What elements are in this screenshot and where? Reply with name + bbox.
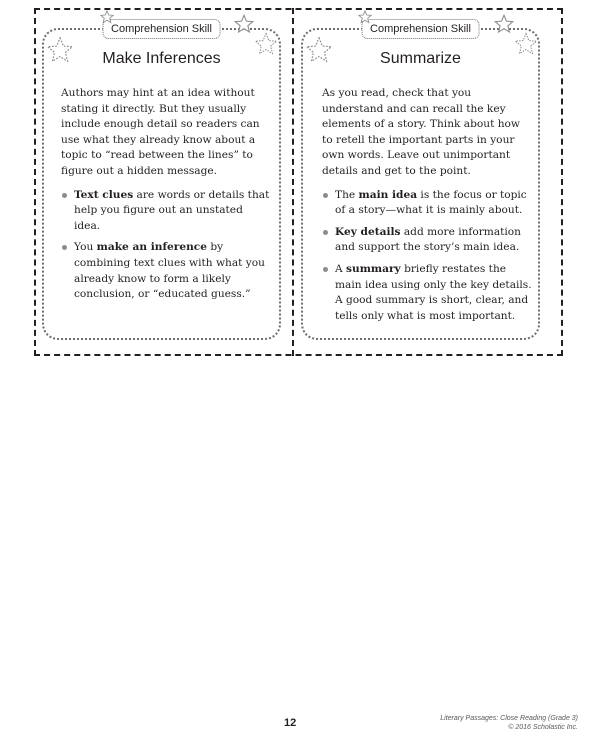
star-icon xyxy=(514,32,538,56)
bullet-item: Text clues are words or details that help you figure out an unstated idea. xyxy=(61,188,271,235)
card-body xyxy=(322,86,532,330)
star-icon xyxy=(100,10,114,24)
card-title: Make Inferences xyxy=(102,50,221,67)
book-title: Literary Passages: Close Reading (Grade 3) xyxy=(440,715,578,722)
card-intro: Authors may hint at an idea without stating it directly. But they usually include enough detail so readers can use what they already know about a topic to “read between the lines” to figure out a hidden message. xyxy=(61,87,260,177)
skill-tag: Comprehension Skill xyxy=(361,19,480,39)
bullet-item: You make an inference by combining text clues with what you already know to form a likely conclusion, or “educated guess.” xyxy=(61,240,271,302)
bullet-item: A summary briefly restates the main idea using only the key details. A good summary is short, clear, and tells only what is most important. xyxy=(322,262,532,324)
cut-line-divider xyxy=(292,8,294,356)
skill-card-make-inferences xyxy=(42,23,281,340)
card-intro: As you read, check that you understand and can recall the key elements of a story. Think about how to retell the important parts in your own words. Leave out unimportant details and get to the point. xyxy=(322,87,521,177)
card-title: Summarize xyxy=(380,50,461,67)
copyright: © 2016 Scholastic Inc. xyxy=(508,724,578,731)
star-icon xyxy=(254,32,278,56)
bullet-item: The main idea is the focus or topic of a story—what it is mainly about. xyxy=(322,188,532,219)
bullet-list xyxy=(322,188,532,325)
footer-credit xyxy=(440,714,578,732)
star-icon xyxy=(494,14,514,34)
skill-card-summarize xyxy=(301,23,540,340)
bullet-item: Key details add more information and support the story’s main idea. xyxy=(322,225,532,256)
page-number: 12 xyxy=(284,717,297,729)
star-icon xyxy=(305,36,333,64)
star-icon xyxy=(234,14,254,34)
skill-tag: Comprehension Skill xyxy=(102,19,221,39)
star-icon xyxy=(358,10,372,24)
star-icon xyxy=(46,36,74,64)
card-body xyxy=(61,86,271,309)
bullet-list xyxy=(61,188,271,303)
